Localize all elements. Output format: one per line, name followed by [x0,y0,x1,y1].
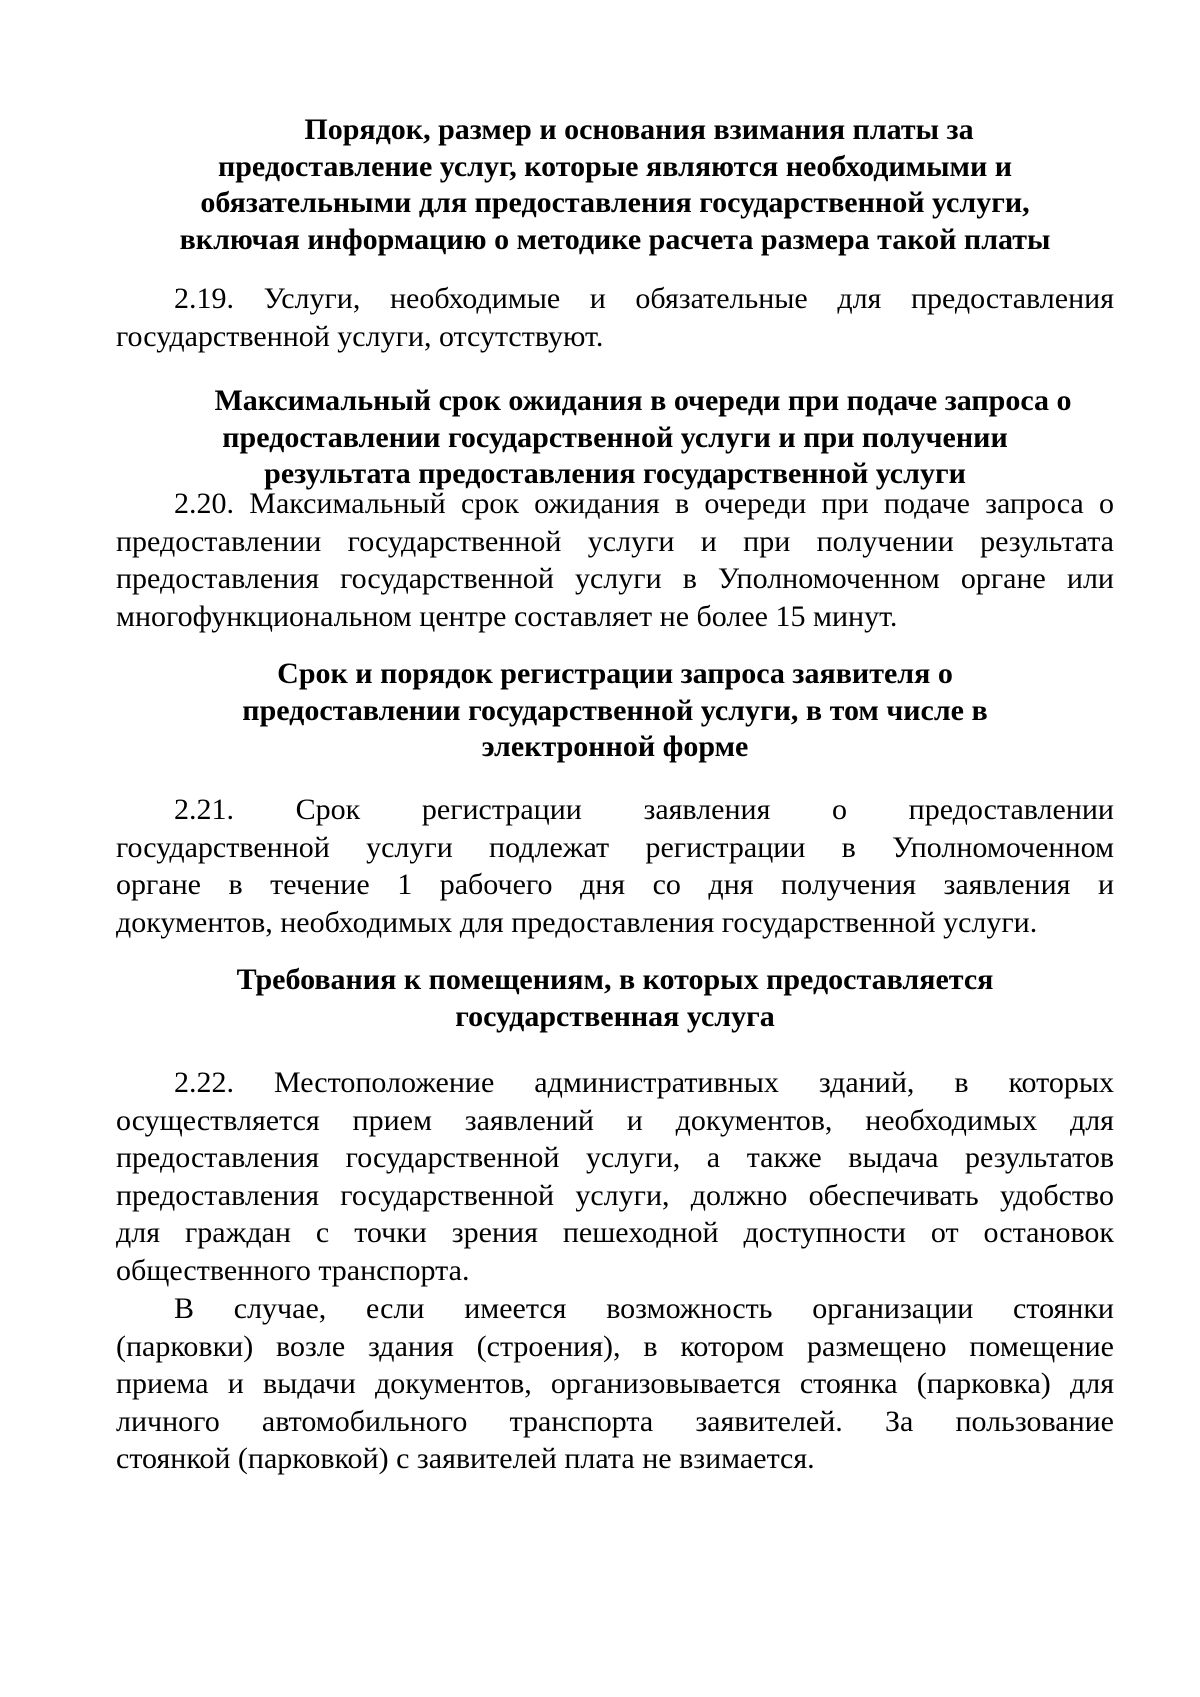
paragraph-line: 2.20. Максимальный срок ожидания в очереди при подаче запроса о [174,487,1114,520]
paragraph-line: В случае, если имеется возможность организации стоянки [174,1292,1114,1325]
paragraph-line: государственной услуги подлежат регистрации в Уполномоченном [116,830,1114,864]
heading-line: предоставлении государственной услуги и при получении [222,420,1008,454]
section-heading-payment [116,112,1114,258]
heading-line: предоставление услуг, которые являются необходимыми и [217,149,1013,183]
section-heading-queue-time [116,383,1114,493]
paragraph-2-20 [116,485,1114,635]
paragraph-line: предоставлении государственной услуги и при получении результата [116,524,1114,558]
heading-line: предоставлении государственной услуги, в том числе в [242,693,988,727]
section-heading-registration [116,656,1114,766]
paragraph-line: личного автомобильного транспорта заявителей. За пользование [116,1404,1114,1438]
paragraph-line: органе в течение 1 рабочего дня со дня получения заявления и [116,868,1114,902]
paragraph-line: предоставления государственной услуги, а также выдача результатов [116,1141,1114,1175]
heading-line: Максимальный срок ожидания в очереди при подаче запроса о [214,384,1072,417]
paragraph-line: предоставления государственной услуги в Уполномоченном органе или [116,562,1114,596]
paragraph-2-19 [116,280,1114,355]
heading-line: Порядок, размер и основания взимания платы за [304,113,974,146]
heading-line: Требования к помещениям, в которых предоставляется [236,963,994,996]
paragraph-line: 2.22. Местоположение административных зданий, в которых [174,1066,1114,1099]
paragraph-line: 2.19. Услуги, необходимые и обязательные для предоставления [174,282,1114,315]
paragraph-line: приема и выдачи документов, организовывается стоянка (парковка) для [116,1367,1114,1401]
heading-line: государственная услуга [455,999,775,1033]
paragraph-line: общественного транспорта. [116,1253,470,1287]
heading-line: электронной форме [481,730,749,763]
heading-line: результата предоставления государственной услуги [264,457,966,490]
paragraph-parking [116,1290,1114,1478]
paragraph-line: документов, необходимых для предоставления государственной услуги. [116,905,1038,939]
paragraph-line: осуществляется прием заявлений и документов, необходимых для [116,1103,1114,1137]
paragraph-line: (парковки) возле здания (строения), в котором размещено помещение [116,1329,1114,1363]
heading-line: обязательными для предоставления государственной услуги, [200,186,1030,219]
paragraph-line: 2.21. Срок регистрации заявления о предоставлении [174,793,1114,826]
paragraph-line: государственной услуги, отсутствуют. [116,319,604,353]
paragraph-2-21 [116,791,1114,941]
section-heading-premises [116,962,1114,1035]
heading-line: Срок и порядок регистрации запроса заявителя о [277,657,953,690]
paragraph-line: стоянкой (парковкой) с заявителей плата не взимается. [116,1442,815,1476]
paragraph-line: предоставления государственной услуги, должно обеспечивать удобство [116,1178,1114,1212]
paragraph-line: многофункциональном центре составляет не более 15 минут. [116,599,898,633]
paragraph-2-22 [116,1064,1114,1290]
heading-line: включая информацию о методике расчета размера такой платы [179,222,1051,256]
paragraph-line: для граждан с точки зрения пешеходной доступности от остановок [116,1216,1114,1250]
